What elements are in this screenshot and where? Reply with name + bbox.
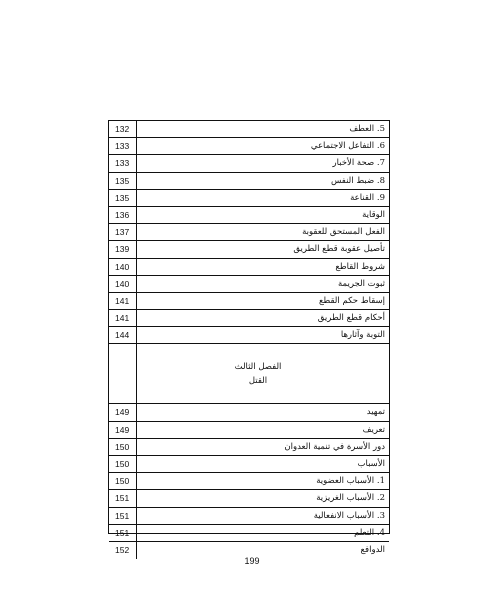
toc-row — [109, 190, 389, 207]
toc-entry-title: 7. صحة الأخبار — [332, 158, 385, 169]
toc-row — [109, 259, 389, 276]
toc-row — [109, 404, 389, 421]
toc-page-number — [109, 344, 137, 403]
toc-entry-title: الفعل المستحق للعقوبة — [302, 227, 385, 238]
chapter-title: القتل — [248, 375, 268, 386]
toc-page-number: 140 — [109, 259, 137, 275]
section-heading — [137, 344, 389, 403]
toc-entry-title: 6. التفاعل الاجتماعي — [310, 141, 385, 152]
toc-entry-title: تمهيد — [366, 407, 385, 418]
toc-entry-title: ثبوت الجريمة — [338, 278, 385, 289]
toc-page-number: 140 — [109, 276, 137, 292]
toc-row — [109, 310, 389, 327]
toc-page-number: 151 — [109, 525, 137, 541]
toc-page-number: 151 — [109, 508, 137, 524]
toc-row — [109, 508, 389, 525]
toc-entry-title: 1. الأسباب العضوية — [316, 476, 385, 487]
toc-row — [109, 207, 389, 224]
toc-row — [109, 525, 389, 542]
toc-page-number: 137 — [109, 224, 137, 240]
toc-page-number: 141 — [109, 310, 137, 326]
toc-page-number: 150 — [109, 439, 137, 455]
toc-row — [109, 490, 389, 507]
toc-row — [109, 121, 389, 138]
toc-row — [109, 138, 389, 155]
toc-page-number: 151 — [109, 490, 137, 506]
toc-row — [109, 422, 389, 439]
toc-row — [109, 439, 389, 456]
toc-entry-title: دور الأسرة في تنمية العدوان — [284, 441, 385, 452]
toc-entry-title: أحكام قطع الطريق — [317, 313, 385, 324]
toc-page-number: 152 — [109, 542, 137, 559]
toc-row — [109, 473, 389, 490]
toc-entry-title: الدوافع — [360, 544, 385, 555]
toc-page-number: 139 — [109, 241, 137, 257]
toc-row — [109, 224, 389, 241]
toc-page-number: 150 — [109, 456, 137, 472]
toc-row — [109, 456, 389, 473]
toc-page-number: 149 — [109, 404, 137, 420]
toc-row — [109, 241, 389, 258]
toc-entry-title: تأصيل عقوبة قطع الطريق — [293, 244, 385, 255]
toc-row — [109, 327, 389, 344]
toc-page-number: 136 — [109, 207, 137, 223]
toc-page-number: 144 — [109, 327, 137, 343]
toc-entry-title: إسقاط حكم القطع — [319, 295, 385, 306]
toc-entry-title: 8. ضبط النفس — [330, 175, 385, 186]
toc-page-number: 150 — [109, 473, 137, 489]
toc-entry-title: الأسباب — [357, 459, 385, 469]
toc-row — [109, 173, 389, 190]
toc-entry-title: 3. الأسباب الانفعالية — [313, 510, 385, 521]
toc-entry-title: 2. الأسباب الغريزية — [316, 493, 385, 504]
page-number: 199 — [244, 556, 260, 566]
toc-row — [109, 155, 389, 172]
toc-section-row — [109, 344, 389, 404]
chapter-label: الفصل الثالث — [234, 361, 282, 372]
toc-page-number: 133 — [109, 138, 137, 154]
toc-row — [109, 293, 389, 310]
toc-entry-title: 4. التعلم — [354, 527, 385, 538]
toc-page-number: 133 — [109, 155, 137, 171]
toc-entry-title: التوبة وآثارها — [340, 330, 385, 341]
toc-entry-title: الوقاية — [362, 209, 385, 220]
toc-entry-title: 9. القناعة — [350, 192, 385, 203]
toc-page-number: 141 — [109, 293, 137, 309]
toc-page-number: 135 — [109, 190, 137, 206]
toc-page-number: 149 — [109, 422, 137, 438]
toc-entry-title: شروط القاطع — [335, 261, 385, 272]
toc-entry-title: 5. العطف — [349, 124, 385, 134]
toc-page-number: 135 — [109, 173, 137, 189]
toc-table — [108, 120, 390, 555]
toc-row — [109, 276, 389, 293]
toc-page-number: 132 — [109, 121, 137, 137]
toc-entry-title: تعريف — [362, 424, 385, 435]
